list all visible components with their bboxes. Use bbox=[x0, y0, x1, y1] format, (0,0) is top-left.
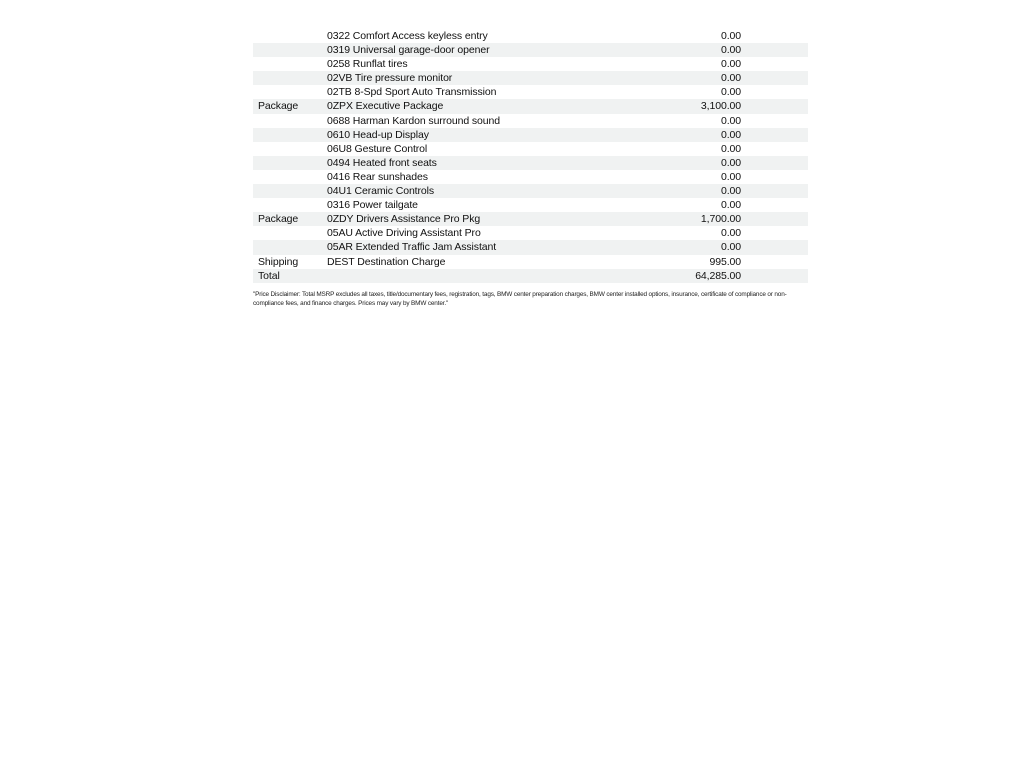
table-row bbox=[253, 57, 808, 71]
table-row bbox=[253, 114, 808, 128]
row-spacer bbox=[741, 255, 808, 269]
row-spacer bbox=[741, 99, 808, 113]
row-price: 0.00 bbox=[617, 184, 741, 198]
table-row bbox=[253, 71, 808, 85]
row-spacer bbox=[741, 156, 808, 170]
table-row bbox=[253, 269, 808, 283]
table-row bbox=[253, 128, 808, 142]
row-category: Shipping bbox=[258, 255, 299, 268]
row-category bbox=[253, 198, 327, 212]
row-spacer bbox=[741, 142, 808, 156]
row-price: 0.00 bbox=[720, 170, 741, 183]
table-row bbox=[253, 255, 808, 269]
row-price: 0.00 bbox=[617, 43, 741, 57]
row-description: 02TB 8-Spd Sport Auto Transmission bbox=[327, 86, 497, 99]
row-price: 0.00 bbox=[720, 58, 741, 71]
row-price: 0.00 bbox=[617, 71, 741, 85]
price-rows bbox=[253, 29, 808, 283]
row-category bbox=[253, 43, 327, 57]
row-price: 0.00 bbox=[617, 156, 741, 170]
row-price: 0.00 bbox=[720, 86, 741, 99]
row-spacer bbox=[741, 71, 808, 85]
row-price: 0.00 bbox=[720, 114, 741, 127]
row-description: 0258 Runflat tires bbox=[327, 58, 408, 71]
row-category bbox=[253, 128, 327, 142]
row-price: 995.00 bbox=[709, 255, 741, 268]
row-description: 0316 Power tailgate bbox=[327, 199, 418, 212]
table-row bbox=[253, 142, 808, 156]
row-price: 0.00 bbox=[720, 142, 741, 155]
row-category: Package bbox=[253, 212, 327, 226]
row-category bbox=[253, 184, 327, 198]
table-row bbox=[253, 170, 808, 184]
row-price: 3,100.00 bbox=[617, 99, 741, 113]
row-category bbox=[253, 170, 327, 184]
row-description: 0319 Universal garage-door opener bbox=[327, 43, 617, 57]
row-category bbox=[253, 71, 327, 85]
table-row bbox=[253, 99, 808, 113]
table-row bbox=[253, 156, 808, 170]
row-price: 64,285.00 bbox=[617, 269, 741, 283]
row-spacer bbox=[741, 170, 808, 184]
table-row bbox=[253, 184, 808, 198]
row-description: 0494 Heated front seats bbox=[327, 156, 617, 170]
row-spacer bbox=[741, 269, 808, 283]
row-description: 06U8 Gesture Control bbox=[327, 142, 428, 155]
row-spacer bbox=[741, 85, 808, 99]
row-category bbox=[253, 142, 327, 156]
row-description: 02VB Tire pressure monitor bbox=[327, 71, 617, 85]
row-category bbox=[253, 29, 327, 43]
price-summary-table bbox=[253, 29, 808, 283]
row-price: 1,700.00 bbox=[617, 212, 741, 226]
row-spacer bbox=[741, 198, 808, 212]
row-description: 0416 Rear sunshades bbox=[327, 170, 428, 183]
row-description: 0ZPX Executive Package bbox=[327, 99, 617, 113]
table-row bbox=[253, 29, 808, 43]
row-spacer bbox=[741, 43, 808, 57]
row-description: 0688 Harman Kardon surround sound bbox=[327, 114, 500, 127]
row-spacer bbox=[741, 240, 808, 254]
row-spacer bbox=[741, 57, 808, 71]
table-row bbox=[253, 240, 808, 254]
row-description: 04U1 Ceramic Controls bbox=[327, 184, 617, 198]
row-description: 05AU Active Driving Assistant Pro bbox=[327, 227, 481, 240]
row-category bbox=[253, 57, 327, 71]
row-spacer bbox=[741, 184, 808, 198]
row-description bbox=[327, 269, 617, 283]
row-description: 0ZDY Drivers Assistance Pro Pkg bbox=[327, 212, 617, 226]
table-row bbox=[253, 226, 808, 240]
row-category bbox=[253, 226, 327, 240]
row-spacer bbox=[741, 29, 808, 43]
row-description: 0322 Comfort Access keyless entry bbox=[327, 30, 488, 42]
row-category: Total bbox=[253, 269, 327, 283]
table-row bbox=[253, 43, 808, 57]
row-category bbox=[253, 156, 327, 170]
price-disclaimer: "Price Disclaimer: Total MSRP excludes all taxes, title/documentary fees, registration, tags, BMW center preparation charges, BMW center installed options, insurance, certificate of compliance or non-compliance fees, and finance charges. Prices may vary by BMW center." bbox=[253, 291, 787, 307]
row-category: Package bbox=[253, 99, 327, 113]
row-spacer bbox=[741, 212, 808, 226]
row-description: 05AR Extended Traffic Jam Assistant bbox=[327, 240, 617, 254]
row-spacer bbox=[741, 226, 808, 240]
row-price: 0.00 bbox=[720, 30, 741, 42]
row-spacer bbox=[741, 114, 808, 128]
row-description: 0610 Head-up Display bbox=[327, 128, 617, 142]
row-price: 0.00 bbox=[617, 240, 741, 254]
row-price: 0.00 bbox=[617, 128, 741, 142]
row-category bbox=[253, 240, 327, 254]
table-row bbox=[253, 85, 808, 99]
row-category bbox=[253, 85, 327, 99]
row-spacer bbox=[741, 128, 808, 142]
row-price: 0.00 bbox=[720, 227, 741, 240]
table-row bbox=[253, 212, 808, 226]
row-price: 0.00 bbox=[720, 199, 741, 212]
table-row bbox=[253, 198, 808, 212]
row-description: DEST Destination Charge bbox=[327, 255, 446, 268]
row-category bbox=[253, 114, 327, 128]
